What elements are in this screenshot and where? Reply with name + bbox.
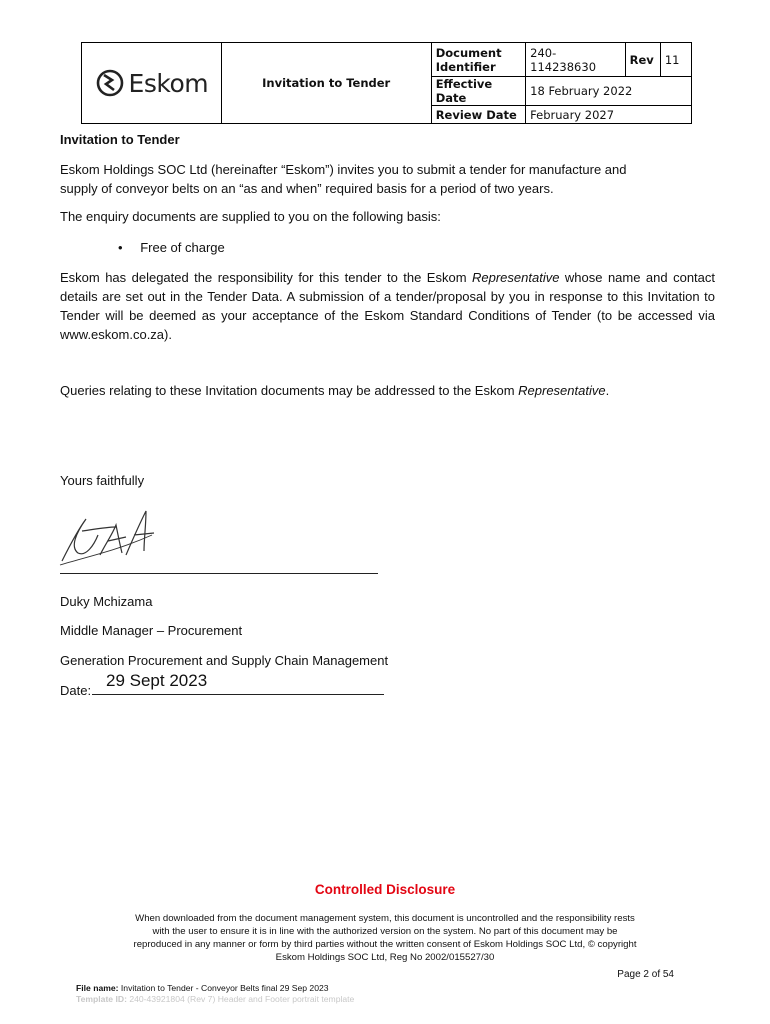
- queries-representative-term: Representative: [518, 383, 606, 398]
- logo-cell: [82, 43, 222, 124]
- basis-text: The enquiry documents are supplied to you on the following basis:: [60, 209, 441, 224]
- queries-paragraph: [60, 381, 715, 400]
- file-info: [76, 983, 354, 1005]
- notice-line-3: reproduced in any manner or form by third parties without the written consent of Eskom Holdings SOC Ltd, © copyright: [133, 939, 637, 950]
- file-name-label: File name:: [76, 983, 119, 993]
- rev-label: Rev: [625, 43, 660, 77]
- handwritten-signature: [56, 505, 166, 567]
- section-heading: Invitation to Tender: [60, 132, 180, 147]
- disclosure-notice: [100, 912, 670, 964]
- page-number: Page 2 of 54: [617, 969, 674, 980]
- document-title: Invitation to Tender: [221, 43, 431, 124]
- document-header-table: [81, 42, 692, 124]
- template-id-label: Template ID:: [76, 994, 127, 1004]
- closing-salutation: Yours faithfully: [60, 473, 145, 488]
- template-id-value: 240-43921804 (Rev 7) Header and Footer portrait template: [126, 994, 355, 1004]
- intro-paragraph: [60, 160, 715, 198]
- doc-id-value: 240-114238630: [526, 43, 625, 77]
- notice-line-2: with the user to ensure it is in line with the authorized version on the system. No part of this document may be: [152, 926, 618, 937]
- review-date-value: February 2027: [526, 106, 692, 124]
- queries-text-b: .: [605, 383, 610, 398]
- intro-line-2: supply of conveyor belts on an “as and when” required basis for a period of two years.: [60, 181, 554, 196]
- notice-line-4: Eskom Holdings SOC Ltd, Reg No 2002/015527/30: [275, 952, 495, 963]
- review-date-label: Review Date: [431, 106, 525, 124]
- bullet-text: Free of charge: [140, 240, 225, 255]
- file-name-value: Invitation to Tender - Conveyor Belts final 29 Sep 2023: [118, 983, 329, 993]
- eskom-emblem-icon: [95, 69, 125, 97]
- date-value: 29 Sept 2023: [106, 671, 208, 690]
- bullet-icon: •: [118, 240, 123, 255]
- controlled-disclosure: Controlled Disclosure: [314, 882, 456, 897]
- date-line: [92, 694, 384, 695]
- effective-date-label: Effective Date: [431, 77, 525, 106]
- delegation-text-a: Eskom has delegated the responsibility for this tender to the Eskom: [60, 270, 472, 285]
- notice-line-1: When downloaded from the document management system, this document is uncontrolled and the responsibility rests: [135, 913, 635, 924]
- intro-line-1: Eskom Holdings SOC Ltd (hereinafter “Eskom”) invites you to submit a tender for manufacture and: [60, 162, 627, 177]
- delegation-text-b: whose name and contact details are set out in the Tender Data. A submission of a tender/proposal by you in response to this Invitation to Tender will be deemed as your acceptance of the Eskom Standard Conditions of Tender (to be accessed via www.eskom.co.za).: [60, 270, 715, 342]
- bullet-item: [118, 238, 618, 257]
- date-label: Date:: [60, 683, 92, 698]
- signature-line: [60, 573, 378, 574]
- queries-text-a: Queries relating to these Invitation documents may be addressed to the Eskom: [60, 383, 519, 398]
- doc-id-label: Document Identifier: [431, 43, 525, 77]
- signatory-title: Middle Manager – Procurement: [60, 623, 243, 638]
- effective-date-value: 18 February 2022: [526, 77, 692, 106]
- eskom-logo: [86, 69, 217, 98]
- representative-term: Representative: [472, 270, 560, 285]
- logo-text: Eskom: [128, 68, 209, 98]
- signatory-name: Duky Mchizama: [60, 594, 153, 609]
- signatory-department: Generation Procurement and Supply Chain Management: [60, 653, 389, 668]
- delegation-paragraph: [60, 268, 715, 344]
- rev-value: 11: [660, 43, 691, 77]
